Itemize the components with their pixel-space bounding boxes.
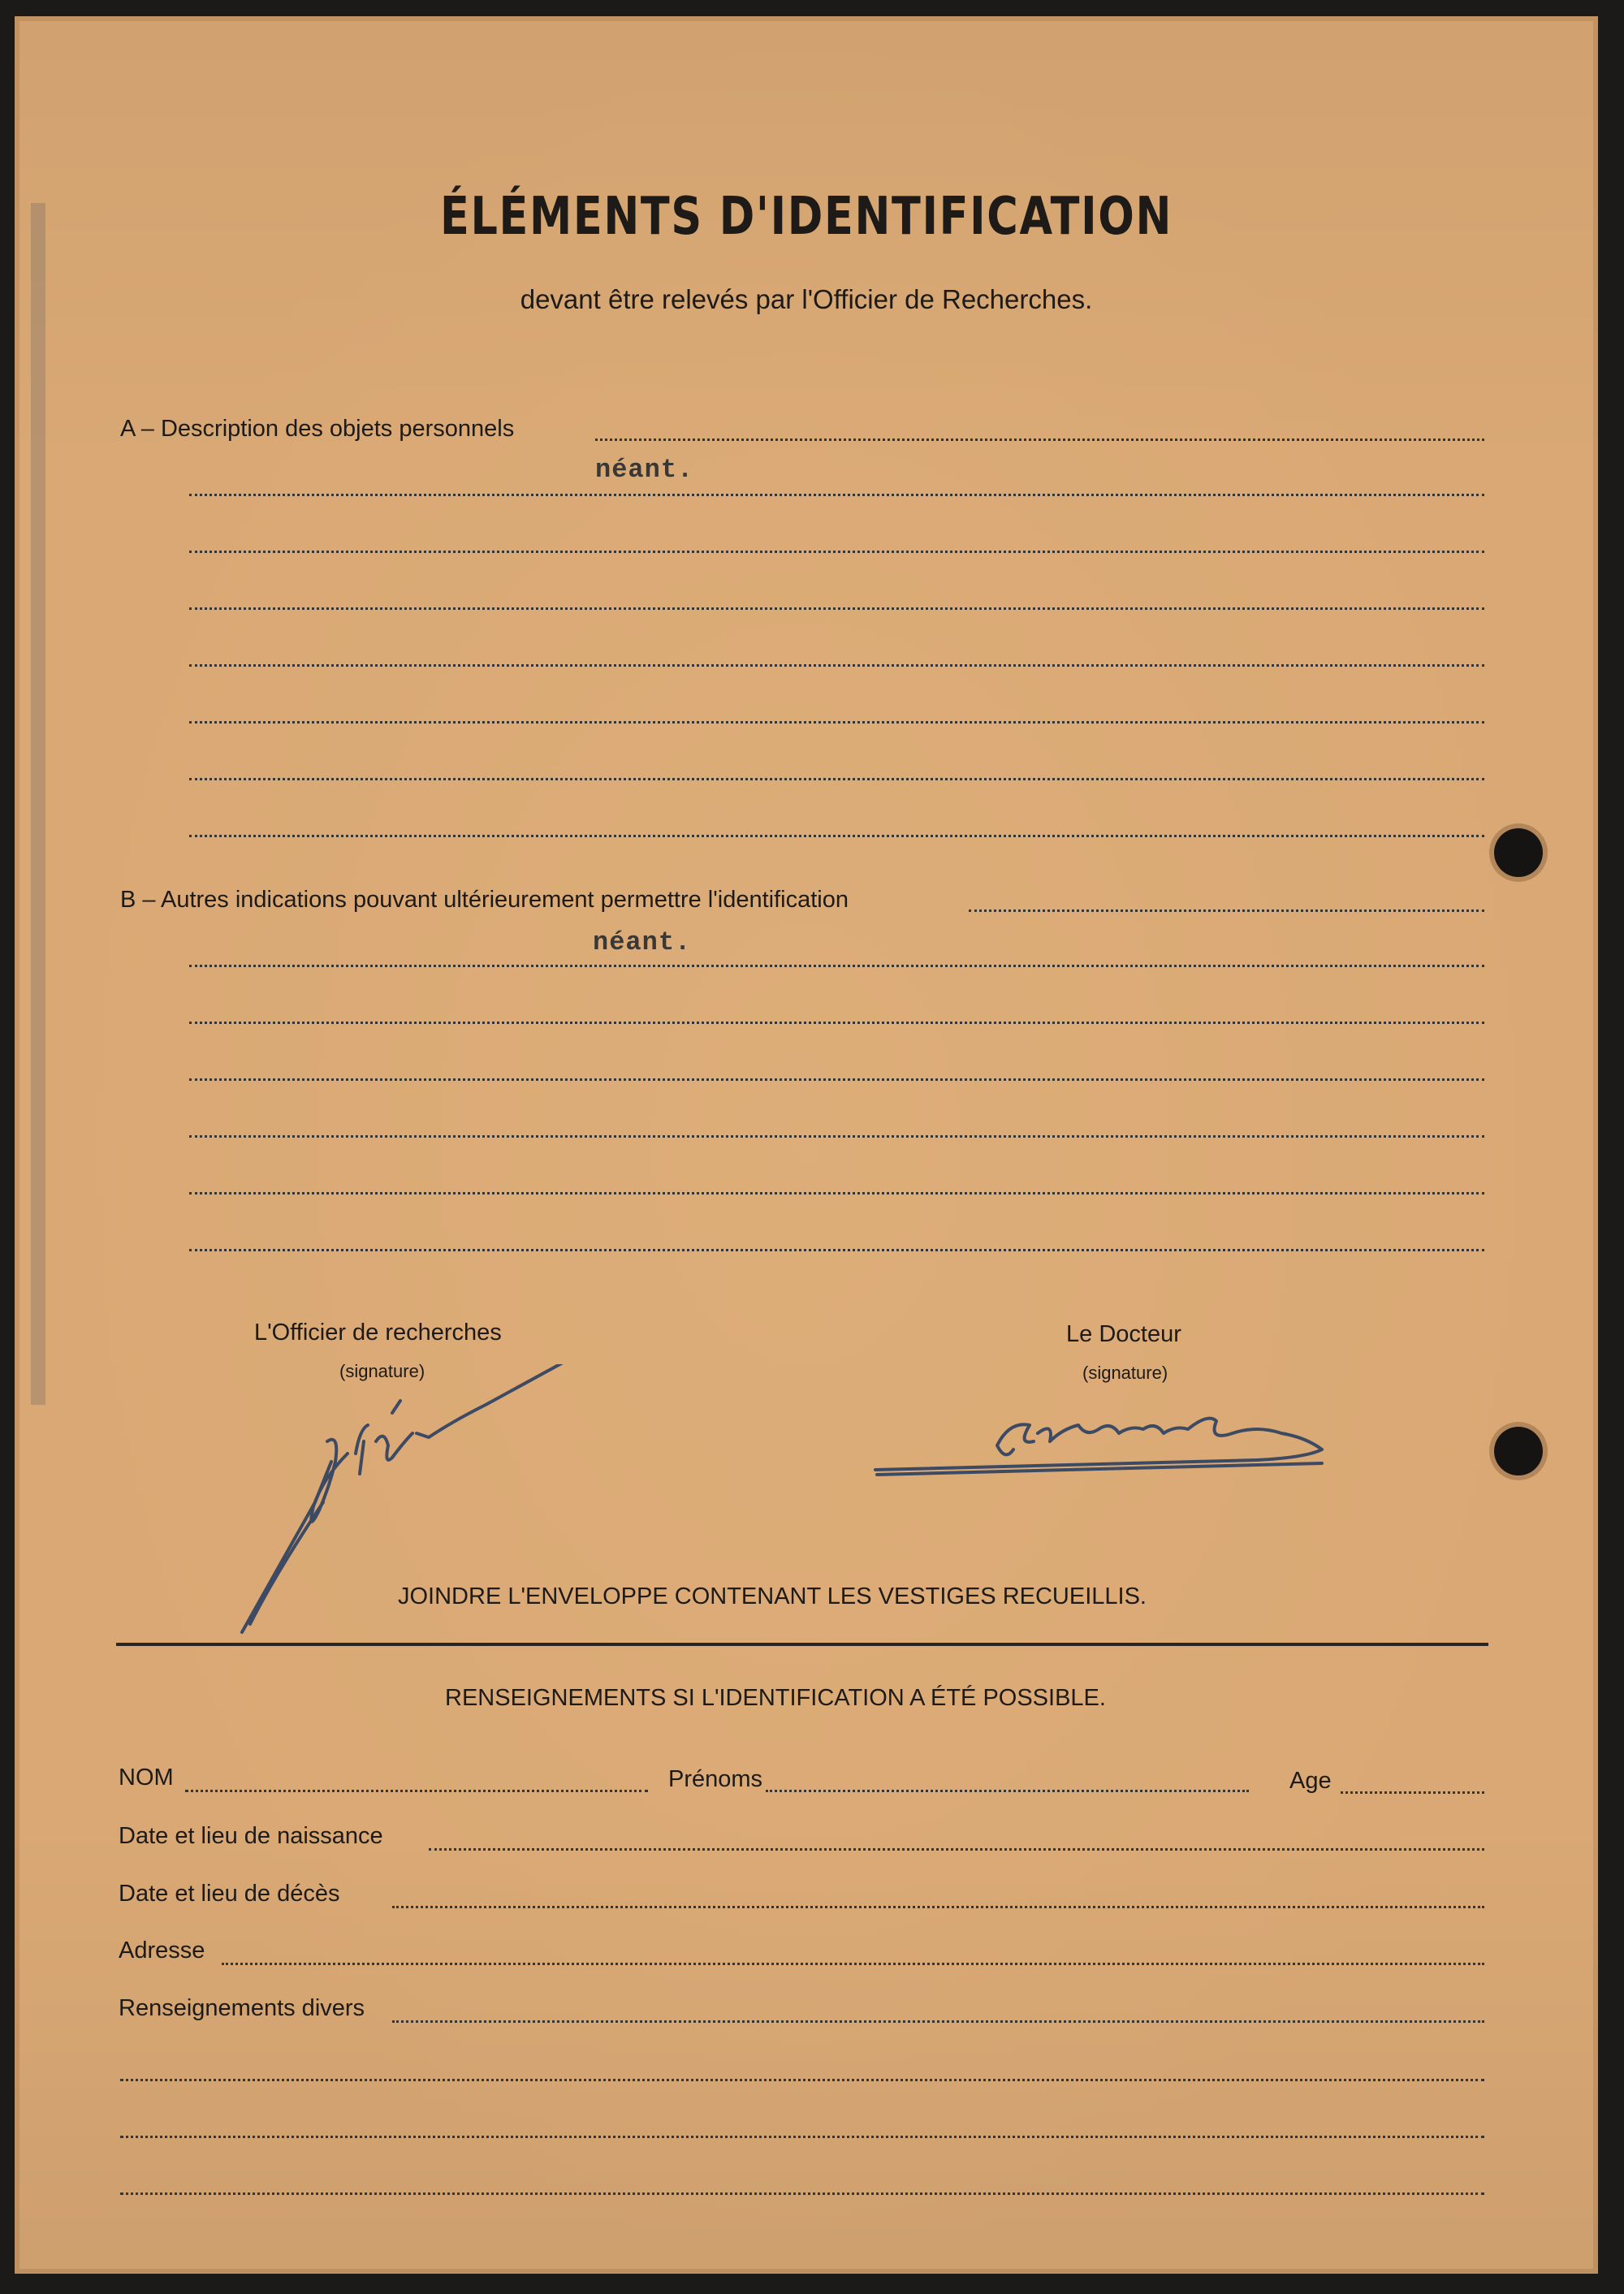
section-a-line-8 <box>189 835 1484 837</box>
age-label: Age <box>1289 1768 1332 1794</box>
section-a-line-1 <box>595 438 1484 441</box>
section-b-line-6 <box>189 1192 1484 1195</box>
scanned-form-page <box>15 16 1598 2274</box>
section-b-label: B – Autres indications pouvant ultérieurement permettre l'identification <box>120 887 849 913</box>
section-b-line-2 <box>189 965 1484 967</box>
deces-field[interactable] <box>392 1906 1484 1908</box>
divers-field-line-4[interactable] <box>120 2192 1484 2195</box>
adresse-label: Adresse <box>119 1938 205 1964</box>
adresse-field[interactable] <box>222 1963 1484 1965</box>
section-b-line-1 <box>969 909 1484 912</box>
doctor-signature-title: Le Docteur <box>1066 1321 1181 1347</box>
form-subtitle: devant être relevés par l'Officier de Recherches. <box>520 284 1093 314</box>
envelope-instruction: JOINDRE L'ENVELOPPE CONTENANT LES VESTIGES RECUEILLIS. <box>398 1583 1147 1609</box>
divers-field-line-3[interactable] <box>120 2136 1484 2138</box>
divider-rule <box>116 1643 1488 1646</box>
naissance-field[interactable] <box>429 1848 1484 1851</box>
section-a-line-3 <box>189 551 1484 553</box>
section-b-line-7 <box>189 1249 1484 1251</box>
section-a-line-6 <box>189 721 1484 724</box>
section-a-entry: néant. <box>595 455 694 485</box>
divers-field-line-2[interactable] <box>120 2079 1484 2081</box>
punch-hole-lower <box>1494 1427 1543 1475</box>
nom-label: NOM <box>119 1765 174 1791</box>
prenoms-label: Prénoms <box>668 1766 763 1792</box>
section-a-line-5 <box>189 664 1484 667</box>
section-a-line-2 <box>189 494 1484 496</box>
divers-field-line-1[interactable] <box>392 2020 1484 2023</box>
punch-hole-upper <box>1494 828 1543 877</box>
age-field[interactable] <box>1341 1791 1484 1794</box>
section-b-line-4 <box>189 1078 1484 1081</box>
section-b-line-3 <box>189 1022 1484 1024</box>
doctor-signature-note: (signature) <box>1082 1363 1168 1383</box>
officer-signature-title: L'Officier de recherches <box>254 1320 502 1346</box>
form-title: ÉLÉMENTS D'IDENTIFICATION <box>439 187 1173 247</box>
section-b-line-5 <box>189 1135 1484 1138</box>
naissance-label: Date et lieu de naissance <box>119 1823 383 1849</box>
section-b-entry: néant. <box>593 927 692 957</box>
prenoms-field[interactable] <box>766 1790 1249 1792</box>
deces-label: Date et lieu de décès <box>119 1881 340 1907</box>
officer-signature-note: (signature) <box>339 1361 425 1381</box>
identification-heading: RENSEIGNEMENTS SI L'IDENTIFICATION A ÉTÉ POSSIBLE. <box>445 1685 1106 1711</box>
binding-strip <box>31 203 45 1405</box>
section-a-line-4 <box>189 607 1484 610</box>
section-a-line-7 <box>189 778 1484 780</box>
nom-field[interactable] <box>185 1790 648 1792</box>
doctor-handwritten-signature <box>867 1389 1395 1502</box>
divers-label: Renseignements divers <box>119 1995 365 2021</box>
section-a-label: A – Description des objets personnels <box>120 416 515 442</box>
